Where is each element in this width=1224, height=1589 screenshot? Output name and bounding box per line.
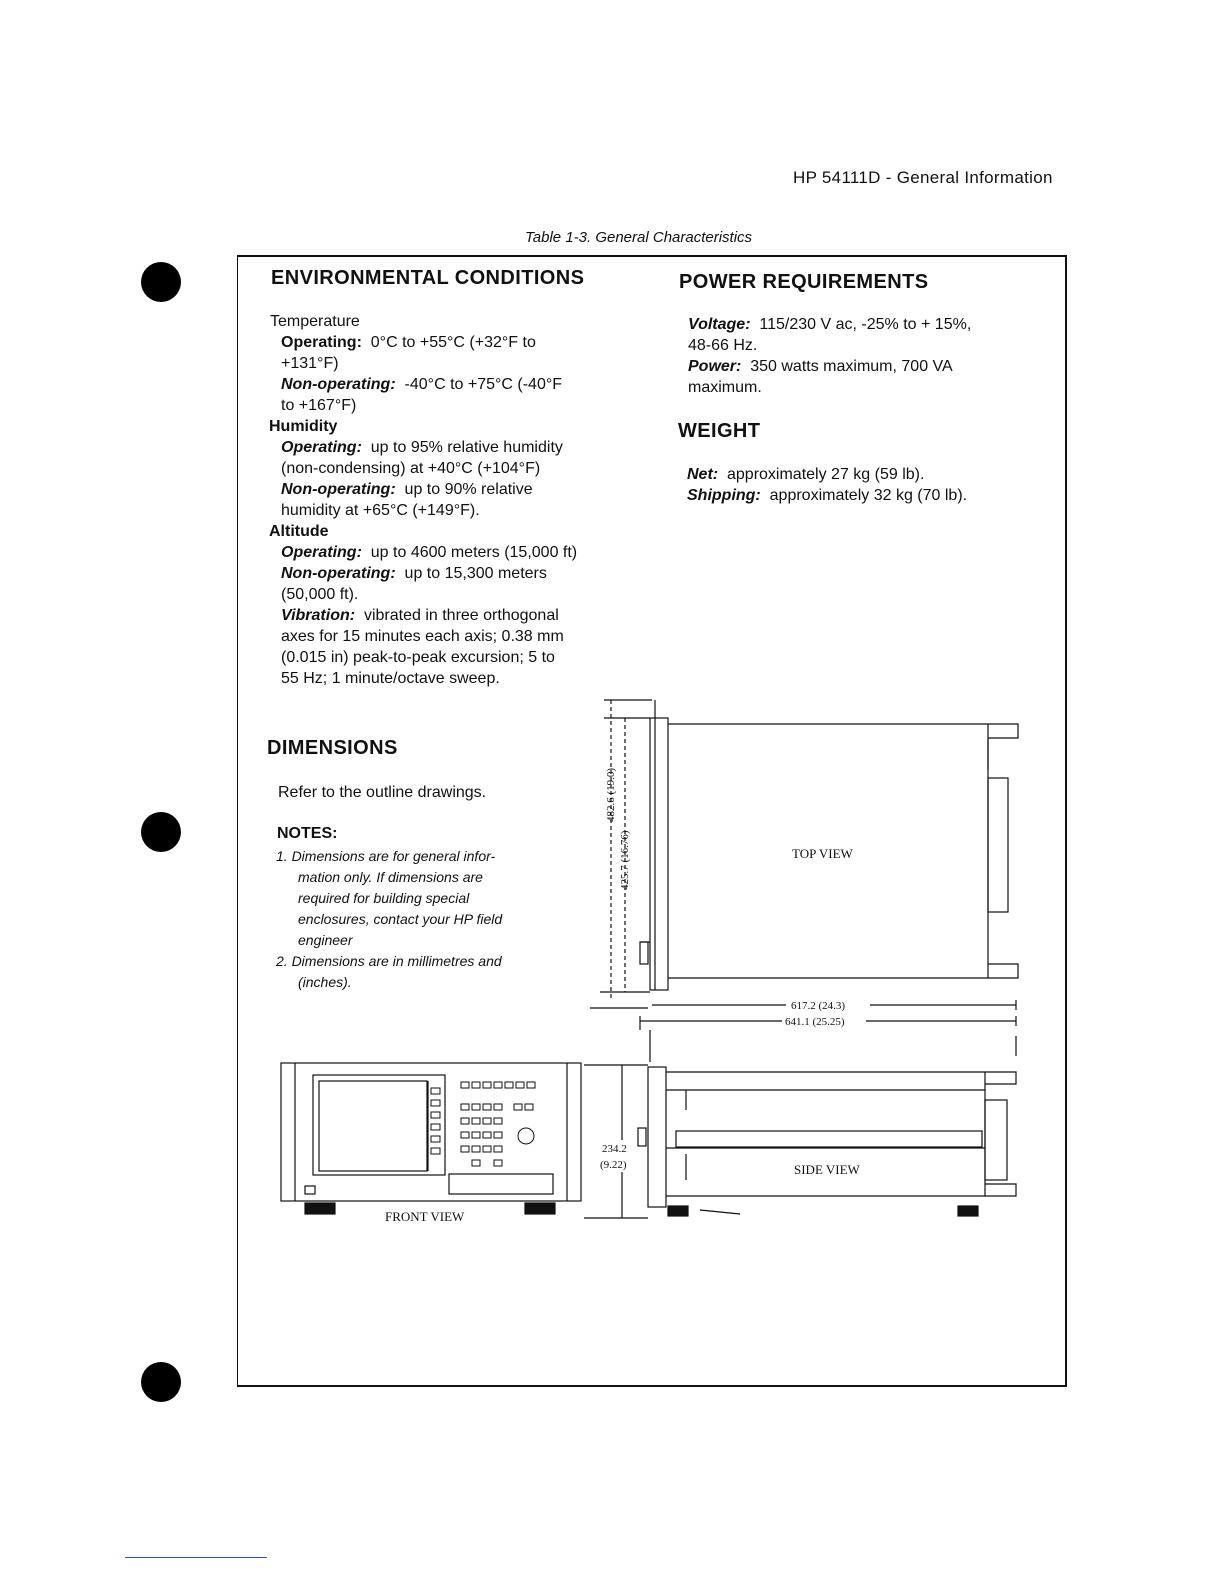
note-1-line-4: enclosures, contact your HP field bbox=[298, 911, 503, 927]
alt-nonop-value-2: (50,000 ft). bbox=[281, 586, 359, 603]
note-1-line-3: required for building special bbox=[298, 890, 470, 906]
alt-operating-value: up to 4600 meters (15,000 ft) bbox=[370, 544, 578, 561]
power-label: Power: bbox=[688, 358, 742, 375]
power-value-1: 350 watts maximum, 700 VA bbox=[750, 358, 953, 375]
temp-nonop-value-1: -40°C to +75°C (-40°F bbox=[404, 376, 563, 393]
voltage-label: Voltage: bbox=[688, 316, 751, 333]
note-2-line-2: (inches). bbox=[298, 974, 352, 990]
note-1-line-2: mation only. If dimensions are bbox=[298, 869, 483, 885]
dim-depth-1: 617.2 (24.3) bbox=[791, 1000, 846, 1012]
alt-nonop-value-1: up to 15,300 meters bbox=[404, 565, 547, 582]
note-1-line-5: engineer bbox=[298, 932, 353, 948]
vibration-value-4: 55 Hz; 1 minute/octave sweep. bbox=[281, 670, 500, 687]
temp-operating-value-2: +131°F) bbox=[281, 355, 339, 372]
dim-front-height-1: 234.2 bbox=[602, 1143, 627, 1155]
power-block bbox=[688, 314, 1048, 398]
temp-nonop-value-2: to +167°F) bbox=[281, 397, 357, 414]
environmental-block bbox=[269, 311, 649, 689]
weight-title: WEIGHT bbox=[678, 420, 761, 442]
dim-depth-2: 641.1 (25.25) bbox=[785, 1016, 845, 1028]
hum-nonop-label: Non-operating: bbox=[281, 481, 396, 498]
dim-height-total: 482.6 (19.0) bbox=[605, 767, 617, 822]
page-footer-rule bbox=[125, 1557, 267, 1558]
side-view-label: SIDE VIEW bbox=[794, 1162, 860, 1177]
dim-front-height-2: (9.22) bbox=[600, 1159, 627, 1171]
front-view-label: FRONT VIEW bbox=[385, 1209, 465, 1224]
dim-height-inner: 425.7 (16.76) bbox=[619, 830, 631, 890]
net-label: Net: bbox=[687, 466, 719, 483]
notes-heading: NOTES: bbox=[277, 825, 338, 842]
notes-list bbox=[276, 846, 566, 993]
shipping-value: approximately 32 kg (70 lb). bbox=[769, 487, 968, 504]
humidity-heading: Humidity bbox=[269, 418, 338, 435]
binder-hole-middle bbox=[141, 812, 181, 852]
hum-nonop-value-2: humidity at +65°C (+149°F). bbox=[281, 502, 480, 519]
temp-operating-value-1: 0°C to +55°C (+32°F to bbox=[370, 334, 536, 351]
binder-hole-top bbox=[141, 262, 181, 302]
environmental-title: ENVIRONMENTAL CONDITIONS bbox=[271, 267, 585, 289]
hum-nonop-value-1: up to 90% relative bbox=[404, 481, 533, 498]
temperature-heading: Temperature bbox=[270, 313, 360, 330]
alt-operating-label: Operating: bbox=[281, 544, 362, 561]
dimensions-title: DIMENSIONS bbox=[267, 737, 398, 759]
vibration-value-3: (0.015 in) peak-to-peak excursion; 5 to bbox=[281, 649, 555, 666]
dimensions-refer: Refer to the outline drawings. bbox=[278, 784, 487, 801]
hum-operating-value-1: up to 95% relative humidity bbox=[370, 439, 563, 456]
running-header: HP 54111D - General Information bbox=[793, 168, 1053, 187]
net-value: approximately 27 kg (59 lb). bbox=[727, 466, 925, 483]
binder-hole-bottom bbox=[141, 1362, 181, 1402]
shipping-label: Shipping: bbox=[687, 487, 761, 504]
vibration-label: Vibration: bbox=[281, 607, 356, 624]
hum-operating-value-2: (non-condensing) at +40°C (+104°F) bbox=[281, 460, 541, 477]
note-1-line-1: 1. Dimensions are for general infor- bbox=[276, 848, 496, 864]
power-value-2: maximum. bbox=[688, 379, 762, 396]
table-caption: Table 1-3. General Characteristics bbox=[525, 229, 753, 246]
vibration-value-2: axes for 15 minutes each axis; 0.38 mm bbox=[281, 628, 564, 645]
weight-block bbox=[687, 464, 1047, 506]
temp-operating-label: Operating: bbox=[281, 334, 362, 351]
temp-nonop-label: Non-operating: bbox=[281, 376, 396, 393]
altitude-heading: Altitude bbox=[269, 523, 329, 540]
voltage-value-2: 48-66 Hz. bbox=[688, 337, 758, 354]
note-2-line-1: 2. Dimensions are in millimetres and bbox=[276, 953, 502, 969]
voltage-value-1: 115/230 V ac, -25% to + 15%, bbox=[759, 316, 972, 333]
alt-nonop-label: Non-operating: bbox=[281, 565, 396, 582]
power-title: POWER REQUIREMENTS bbox=[679, 271, 929, 293]
vibration-value-1: vibrated in three orthogonal bbox=[363, 607, 559, 624]
top-view-label: TOP VIEW bbox=[792, 846, 853, 861]
hum-operating-label: Operating: bbox=[281, 439, 362, 456]
